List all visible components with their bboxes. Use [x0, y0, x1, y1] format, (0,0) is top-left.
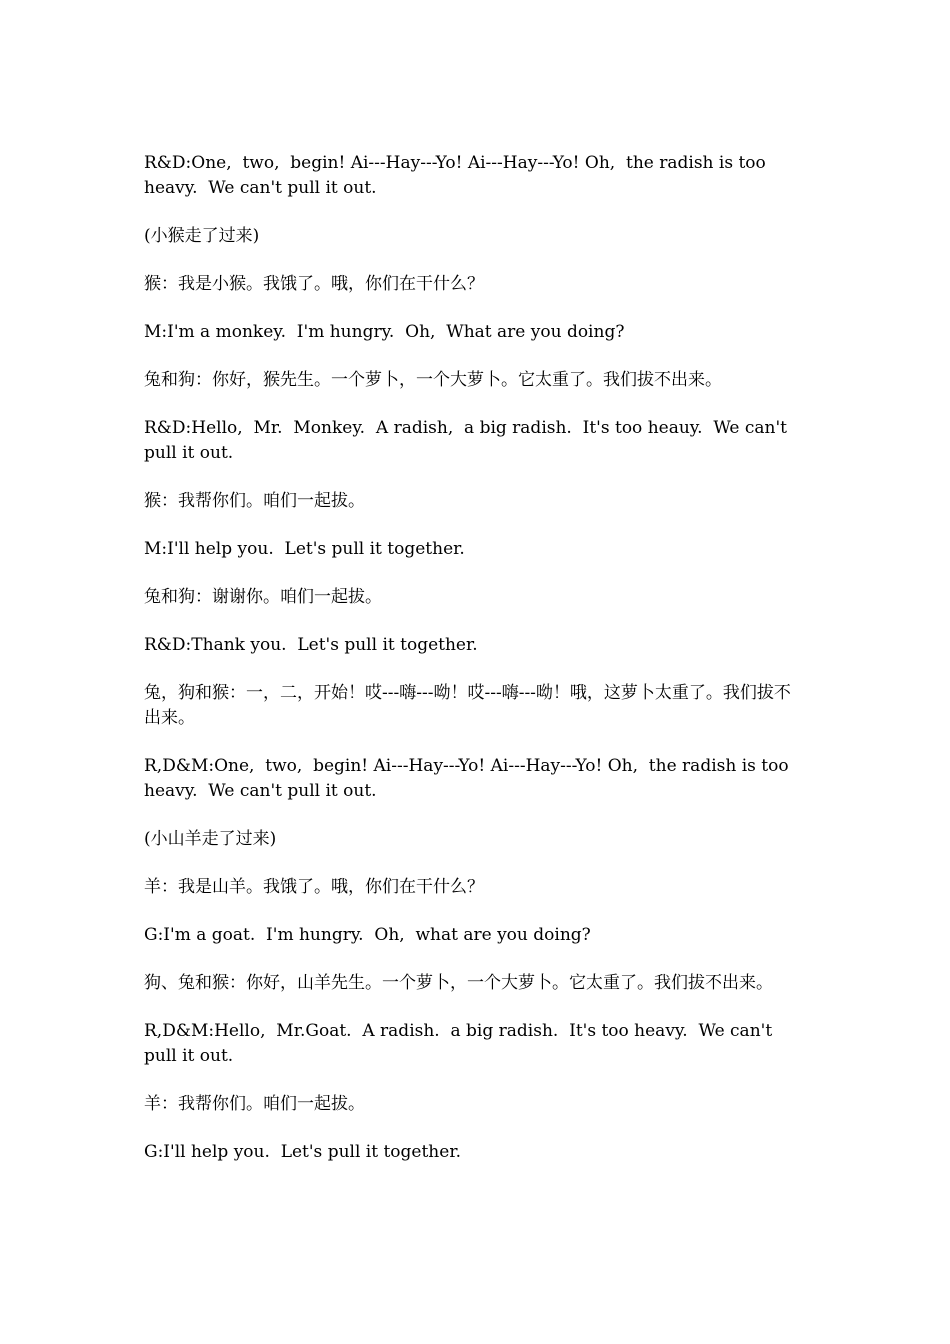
dialogue-line: R,D&M:One, two, begin! Ai---Hay---Yo! Ai---Hay---Yo! Oh, the radish is too heavy. We can't pull it out. — [144, 756, 794, 801]
dialogue-line: R,D&M:Hello, Mr.Goat. A radish. a big radish. It's too heavy. We can't pull it out. — [144, 1021, 778, 1066]
dialogue-line: 兔，狗和猴：一，二，开始！哎---嗨---呦！哎---嗨---呦！哦，这萝卜太重了。我们拔不出来。 — [144, 683, 791, 728]
dialogue-line: R&D:Thank you. Let's pull it together. — [144, 635, 478, 655]
dialogue-line: 羊：我帮你们。咱们一起拔。 — [144, 1094, 365, 1114]
dialogue-line: 羊：我是山羊。我饿了。哦，你们在干什么？ — [144, 877, 484, 897]
dialogue-line: M:I'm a monkey. I'm hungry. Oh, What are you doing? — [144, 322, 625, 342]
dialogue-line: M:I'll help you. Let's pull it together. — [144, 539, 465, 559]
dialogue-line: 猴：我是小猴。我饿了。哦，你们在干什么？ — [144, 274, 484, 294]
dialogue-line: R&D:Hello, Mr. Monkey. A radish, a big radish. It's too heauy. We can't pull it out. — [144, 418, 793, 463]
stage-direction: (小猴走了过来) — [144, 226, 260, 246]
dialogue-line: 兔和狗：谢谢你。咱们一起拔。 — [144, 587, 382, 607]
document-body — [144, 151, 804, 1188]
dialogue-line: 兔和狗：你好，猴先生。一个萝卜，一个大萝卜。它太重了。我们拔不出来。 — [144, 370, 722, 390]
dialogue-line: G:I'm a goat. I'm hungry. Oh, what are you doing? — [144, 925, 591, 945]
dialogue-line: 狗、兔和猴：你好，山羊先生。一个萝卜，一个大萝卜。它太重了。我们拔不出来。 — [144, 973, 773, 993]
dialogue-line: G:I'll help you. Let's pull it together. — [144, 1142, 461, 1162]
dialogue-line: R&D:One, two, begin! Ai---Hay---Yo! Ai---Hay---Yo! Oh, the radish is too heavy. We can't pull it out. — [144, 153, 772, 198]
stage-direction: (小山羊走了过来) — [144, 829, 277, 849]
dialogue-line: 猴：我帮你们。咱们一起拔。 — [144, 491, 365, 511]
